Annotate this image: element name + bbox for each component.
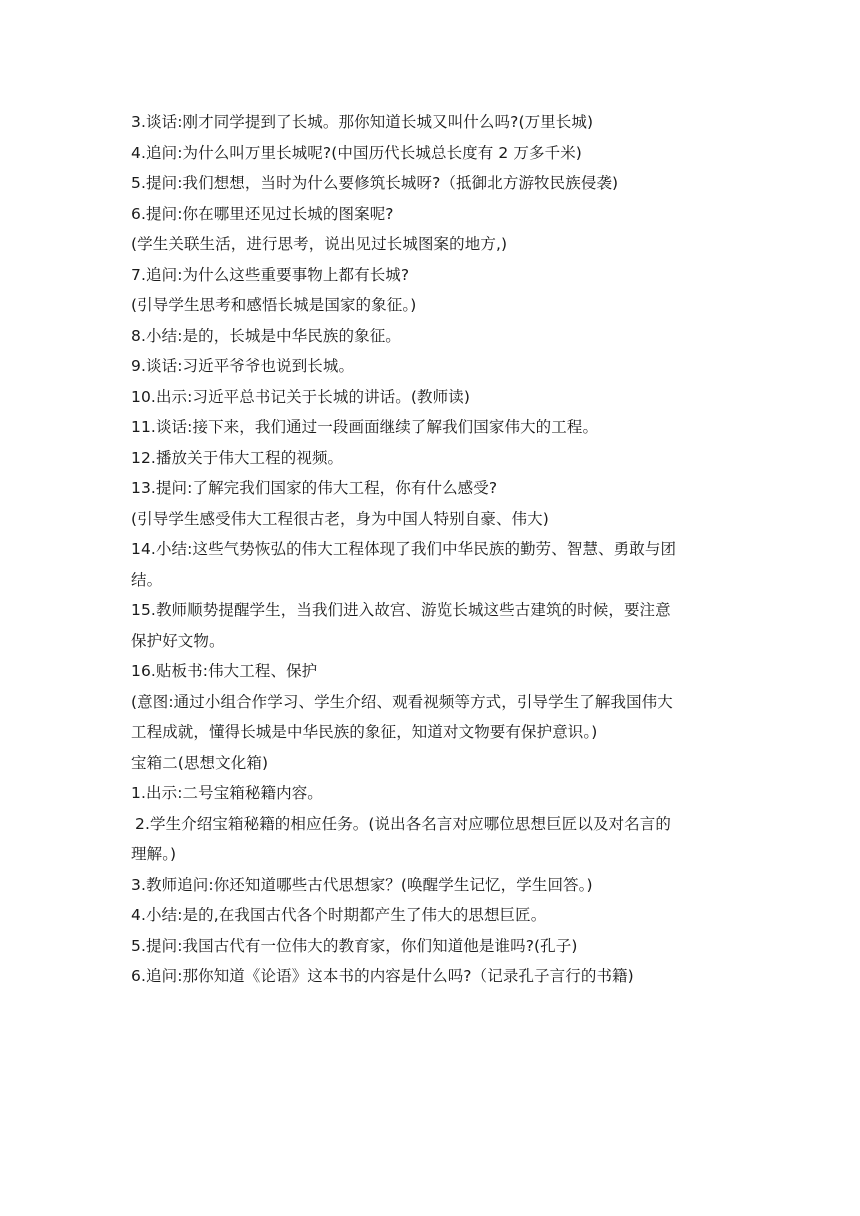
text-line: 4.小结:是的,在我国古代各个时期都产生了伟大的思想巨匠。 [131,906,547,924]
text-line: 结。 [131,570,163,589]
section-heading: 宝箱二(思想文化箱) [131,753,269,772]
text-line: 5.提问:我们想想，当时为什么要修筑长城呀?（抵御北方游牧民族侵袭) [131,174,619,192]
text-line: 11.谈话:接下来，我们通过一段画面继续了解我们国家伟大的工程。 [131,418,599,436]
text-line: (意图:通过小组合作学习、学生介绍、观看视频等方式，引导学生了解我国伟大 [131,692,673,711]
text-line: 1.出示:二号宝箱秘籍内容。 [131,784,323,802]
text-line: 15.教师顺势提醒学生，当我们进入故宫、游览长城这些古建筑的时候，要注意 [131,601,671,619]
text-line: 7.追问:为什么这些重要事物上都有长城? [131,265,410,284]
text-line: 6.追问:那你知道《论语》这本书的内容是什么吗?（记录孔子言行的书籍) [131,967,634,985]
text-line: 12.播放关于伟大工程的视频。 [131,448,344,467]
text-line: 3.教师追问:你还知道哪些古代思想家？(唤醒学生记忆，学生回答。) [131,875,593,894]
text-line: 保护好文物。 [131,631,225,650]
text-line: 13.提问:了解完我们国家的伟大工程，你有什么感受? [131,479,498,497]
text-line: 工程成就，懂得长城是中华民族的象征，知道对文物要有保护意识。) [131,723,598,741]
text-line: (引导学生感受伟大工程很古老，身为中国人特别自豪、伟大) [131,509,549,528]
text-line: (引导学生思考和感悟长城是国家的象征。) [131,296,417,314]
text-line: 14.小结:这些气势恢弘的伟大工程体现了我们中华民族的勤劳、智慧、勇敢与团 [131,540,677,558]
text-line: 16.贴板书:伟大工程、保护 [131,662,318,680]
text-line: 8.小结:是的，长城是中华民族的象征。 [131,326,401,345]
document-body [131,107,731,992]
text-line: 9.谈话:习近平爷爷也说到长城。 [131,357,355,375]
text-line: 5.提问:我国古代有一位伟大的教育家，你们知道他是谁吗?(孔子) [131,936,578,955]
text-line: 4.追问:为什么叫万里长城呢?(中国历代长城总长度有 2 万多千米) [131,143,582,162]
text-line: 2.学生介绍宝箱秘籍的相应任务。(说出各名言对应哪位思想巨匠以及对名言的 [135,814,671,833]
text-line: 3.谈话:刚才同学提到了长城。那你知道长城又叫什么吗?(万里长城) [131,113,594,131]
text-line: 10.出示:习近平总书记关于长城的讲话。(教师读) [131,387,470,406]
text-line: 6.提问:你在哪里还见过长城的图案呢? [131,204,394,223]
text-line: (学生关联生活，进行思考，说出见过长城图案的地方,) [131,235,508,253]
text-line: 理解。) [131,845,177,863]
